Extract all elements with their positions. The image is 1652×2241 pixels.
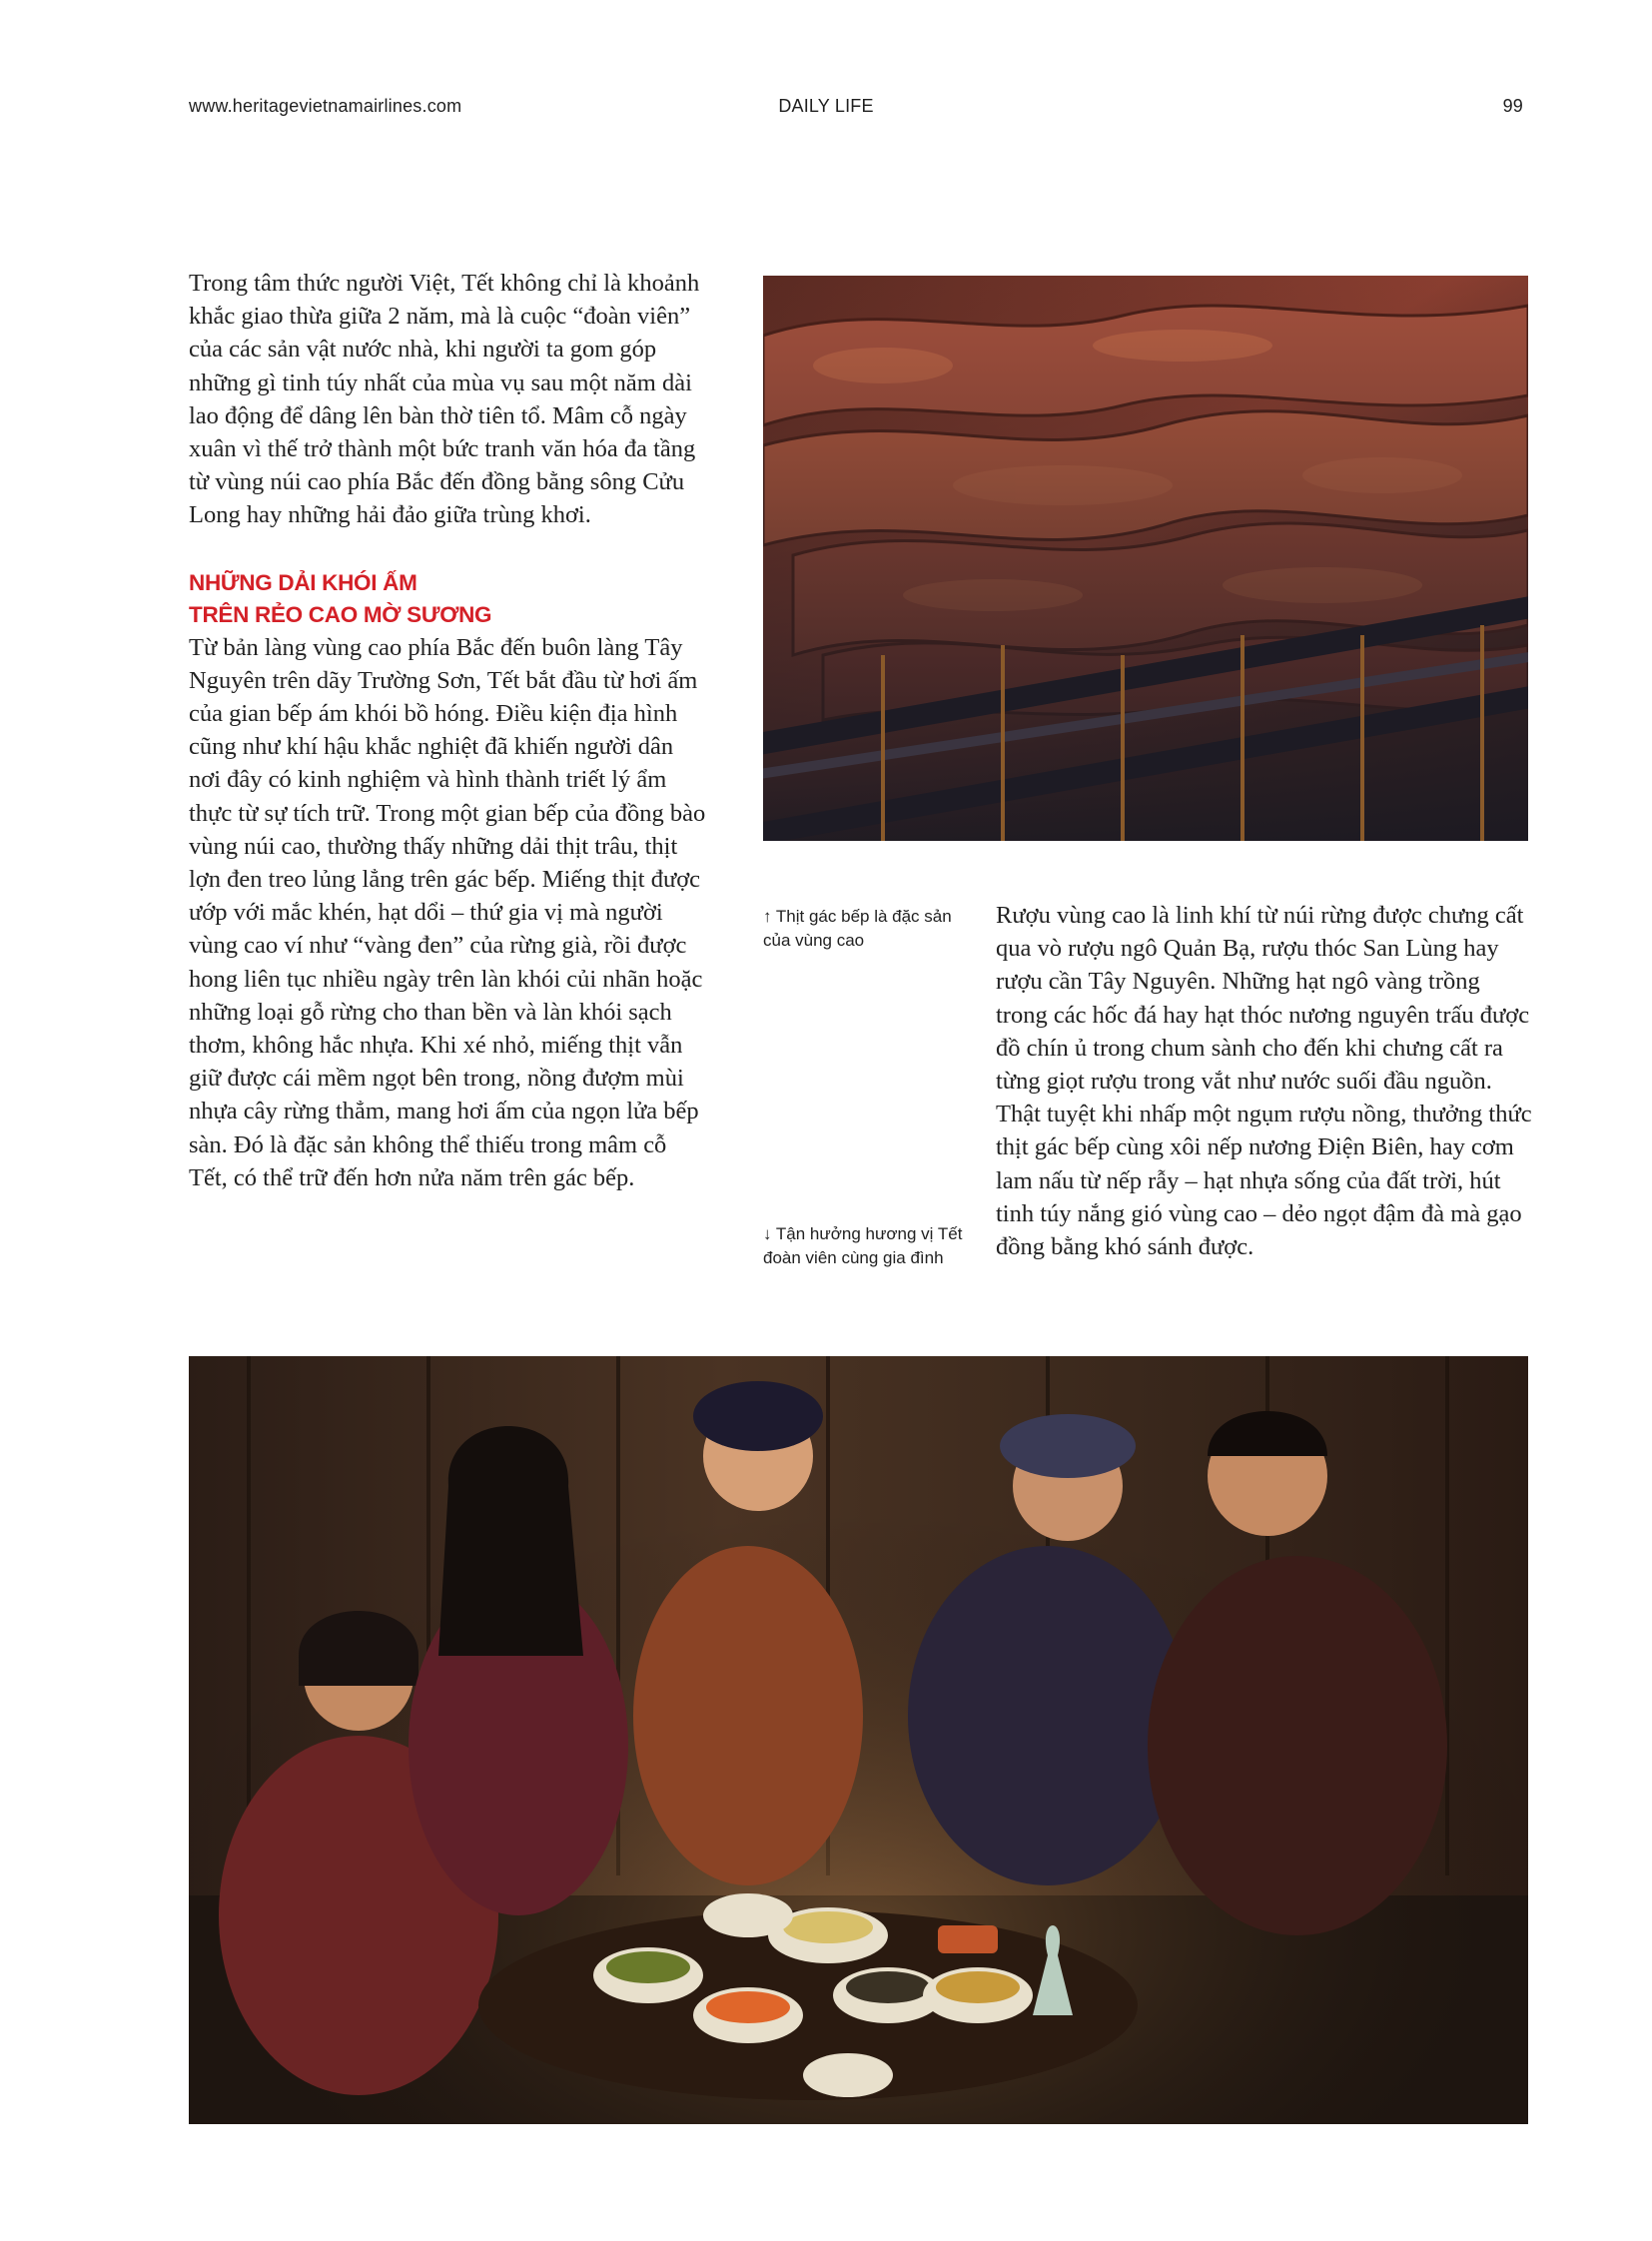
- page-number: 99: [1502, 96, 1523, 116]
- section-heading-line2: TRÊN RẺO CAO MỜ SƯƠNG: [189, 601, 492, 627]
- section-label: DAILY LIFE: [778, 96, 874, 116]
- right-column: [996, 899, 1535, 1263]
- smoked-meat-photo: [763, 276, 1528, 841]
- meat-photo-caption: ↑ Thịt gác bếp là đặc sản của vùng cao: [763, 907, 952, 950]
- section-heading-line1: NHỮNG DẢI KHÓI ẤM: [189, 569, 417, 595]
- family-tet-meal-photo: [189, 1356, 1528, 2124]
- smoked-meat-paragraph: Từ bản làng vùng cao phía Bắc đến buôn làng Tây Nguyên trên dãy Trường Sơn, Tết bắt đầu từ hơi ấm của gian bếp ám khói bồ hóng. Điều kiện địa hình cũng như khí hậu khắc nghiệt đã khiến người dân nơi đây có kinh nghiệm và hình thành triết lý ẩm thực từ sự tích trữ. Trong một gian bếp của đồng bào vùng núi cao, thường thấy những dải thịt trâu, thịt lợn đen treo lủng lẳng trên gác bếp. Miếng thịt được ướp với mắc khén, hạt dổi – thứ gia vị mà người vùng cao ví như “vàng đen” của rừng già, rồi được hong liên tục nhiều ngày trên làn khói củi nhãn hoặc những loại gỗ rừng cho than bền và làn khói sạch thơm, không hắc nhựa. Khi xé nhỏ, miếng thịt vẫn giữ được cái mềm ngọt bên trong, nồng đượm mùi nhựa cây rừng thẳm, mang hơi ấm của ngọn lửa bếp sàn. Đó là đặc sản không thể thiếu trong mâm cỗ Tết, có thể trữ đến hơn nửa năm trên gác bếp.: [189, 633, 706, 1191]
- left-column: [189, 267, 708, 1194]
- intro-paragraph: Trong tâm thức người Việt, Tết không chỉ là khoảnh khắc giao thừa giữa 2 năm, mà là cuộc “đoàn viên” của các sản vật nước nhà, khi người ta gom góp những gì tinh túy nhất của mùa vụ sau một năm dài lao động để dâng lên bàn thờ tiên tổ. Mâm cỗ ngày xuân vì thế trở thành một bức tranh văn hóa đa tầng từ vùng núi cao phía Bắc đến đồng bằng sông Cửu Long hay những hải đảo giữa trùng khơi.: [189, 270, 700, 529]
- website-url[interactable]: www.heritagevietnamairlines.com: [189, 96, 462, 116]
- family-photo-caption: ↓ Tận hưởng hương vị Tết đoàn viên cùng gia đình: [763, 1224, 963, 1267]
- rice-wine-paragraph: Rượu vùng cao là linh khí từ núi rừng được chưng cất qua vò rượu ngô Quản Bạ, rượu thóc San Lùng hay rượu cần Tây Nguyên. Những hạt ngô vàng trồng trong các hốc đá hay hạt thóc nương nguyên trấu được đồ chín ủ trong chum sành cho đến khi chưng cất ra từng giọt rượu trong vắt như nước suối đầu nguồn. Thật tuyệt khi nhấp một ngụm rượu nồng, thưởng thức thịt gác bếp cùng xôi nếp nương Điện Biên, hay cơm lam nấu từ nếp rẫy – hạt nhựa sống của đất trời, hút tinh túy nắng gió vùng cao – dẻo ngọt đậm đà mà gạo đồng bằng khó sánh được.: [996, 902, 1532, 1261]
